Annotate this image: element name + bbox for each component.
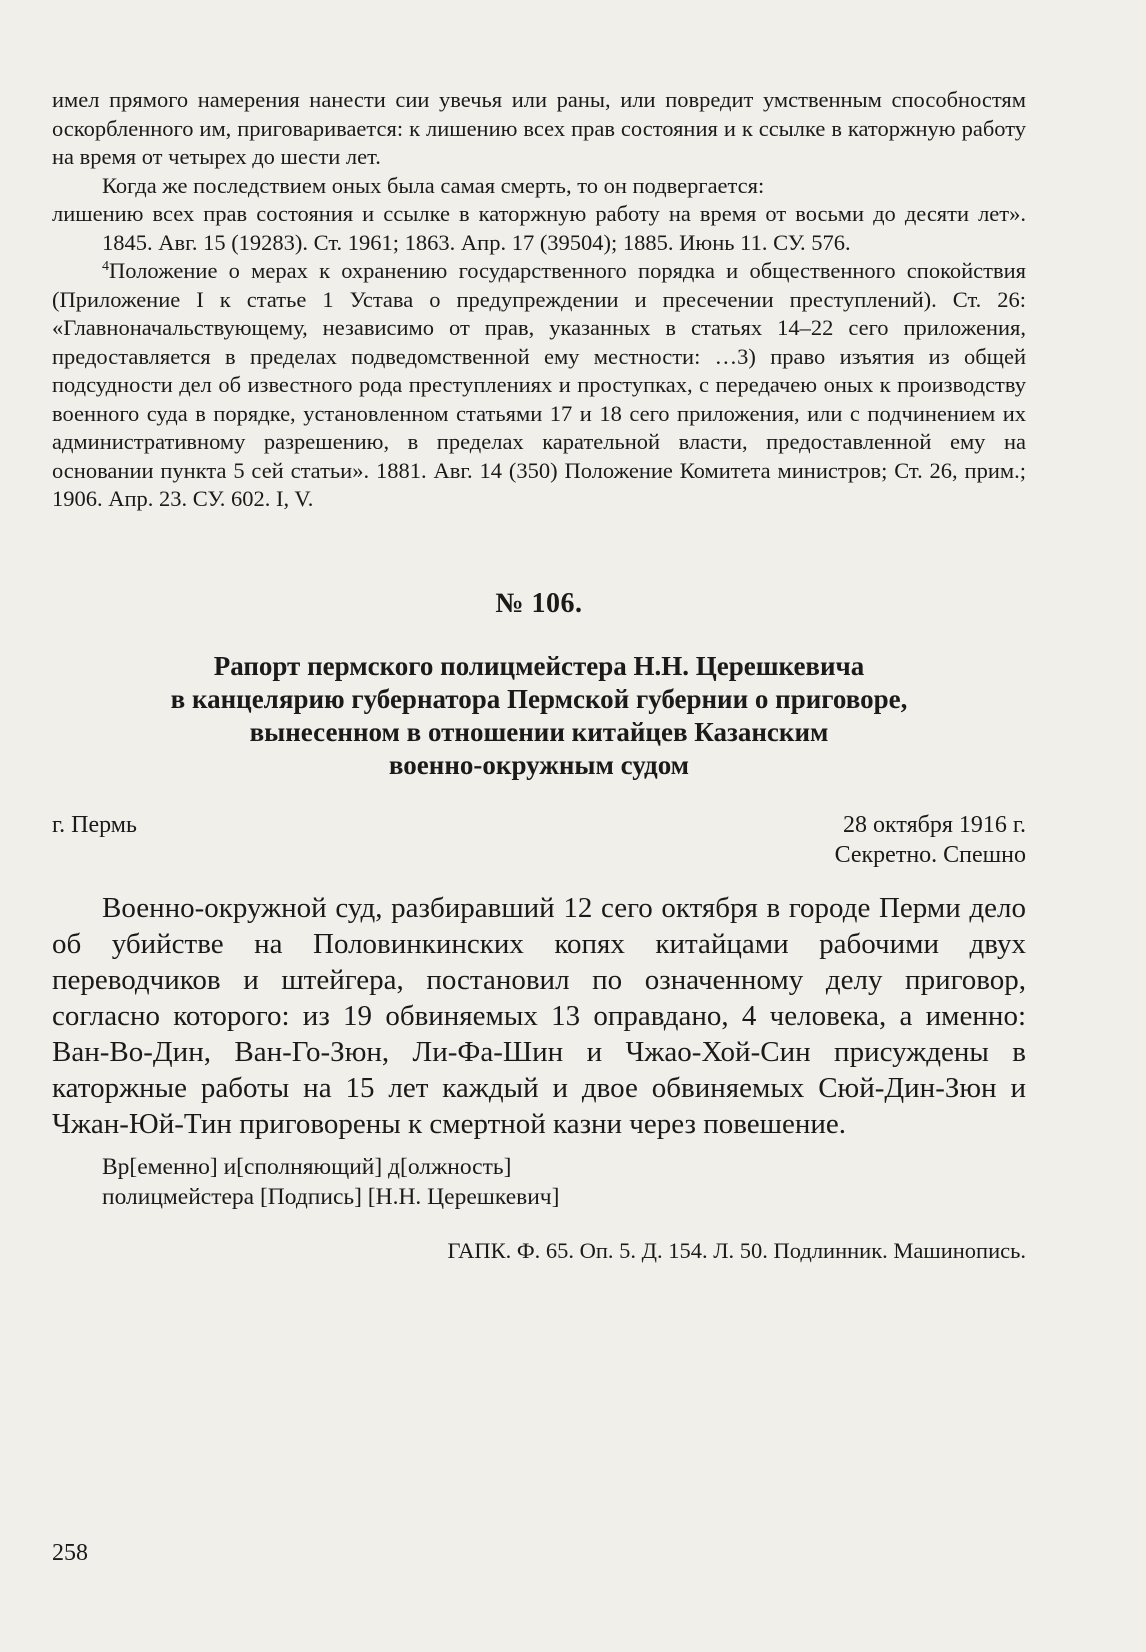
signature-line: Вр[еменно] и[сполняющий] д[олжность]: [102, 1153, 512, 1180]
secrecy-marks: Секретно. Спешно: [834, 841, 1026, 868]
page-content: [52, 86, 1026, 1264]
title-line: военно-окружным судом: [388, 749, 690, 780]
date: 28 октября 1916 г.: [843, 811, 1026, 838]
footnote-4-text: Положение о мерах к охранению государственного порядка и общественного спокойствия (Приложение I к статье 1 Устава о предупреждении и пресечении преступлений). Ст. 26: «Главноначальствующему, независимо от прав, указанных в статьях 14–22 сего приложения, предоставляется в пределах подведомственной ему местности: …3) право изъятия из общей подсудности дел об известного рода преступлениях и проступках, с передачею оных к производству военного суда в порядке, установленном статьями 17 и 18 сего приложения, или с подчинением их административному разрешению, в пределах карательной власти, предоставленной ему на основании пункта 5 сей статьи». 1881. Авг. 14 (350) Положение Комитета министров; Ст. 26, прим.; 1906. Апр. 23. СУ. 602. I, V.: [52, 258, 1026, 511]
title-line: Рапорт пермского полицмейстера Н.Н. Церешкевича: [213, 650, 865, 681]
document-number: № 106.: [495, 587, 583, 619]
footnote-paragraph: Когда же последствием оных была самая смерть, то он подвергается:: [102, 172, 765, 198]
footnote-4: [52, 257, 1026, 514]
signature-block: [52, 1152, 1026, 1212]
document-body: Военно-окружной суд, разбиравший 12 сего октября в городе Перми дело об убийстве на Половинкинских копях китайцами рабочими двух переводчиков и штейгера, постановил по означенному делу приговор, согласно которого: из 19 обвиняемых 13 оправдано, 4 человека, а именно: Ван-Во-Дин, Ван-Го-Зюн, Ли-Фа-Шин и Чжао-Хой-Син присуждены в каторжные работы на 15 лет каждый и двое обвиняемых Сюй-Дин-Зюн и Чжан-Юй-Тин приговорены к смертной казни через повешение.: [52, 891, 1026, 1140]
place-date-line: [52, 810, 1026, 872]
archive-reference: ГАПК. Ф. 65. Оп. 5. Д. 154. Л. 50. Подлинник. Машинопись.: [447, 1237, 1026, 1263]
footnote-continuation: имел прямого намерения нанести сии увечья или раны, или повредит умственным способностям оскорбленного им, приговаривается: к лишению всех прав состояния и к ссылке в каторжную работу на время от четырех до шести лет.: [52, 87, 1026, 169]
page-number: 258: [52, 1540, 88, 1566]
footnote-paragraph: лишению всех прав состояния и ссылке в каторжную работу на время от восьми до десяти лет». 1845. Авг. 15 (19283). Ст. 1961; 1863. Апр. 17 (39504); 1885. Июнь 11. СУ. 576.: [52, 201, 1026, 255]
signature-line: полицмейстера [Подпись] [Н.Н. Церешкевич]: [102, 1183, 560, 1210]
date-block: [835, 810, 1026, 870]
document-title: [52, 650, 1026, 782]
place: г. Пермь: [52, 811, 137, 838]
title-line: в канцелярию губернатора Пермской губернии о приговоре,: [170, 683, 908, 714]
title-line: вынесенном в отношении китайцев Казанским: [249, 716, 829, 747]
footnote-marker: 4: [102, 259, 109, 274]
